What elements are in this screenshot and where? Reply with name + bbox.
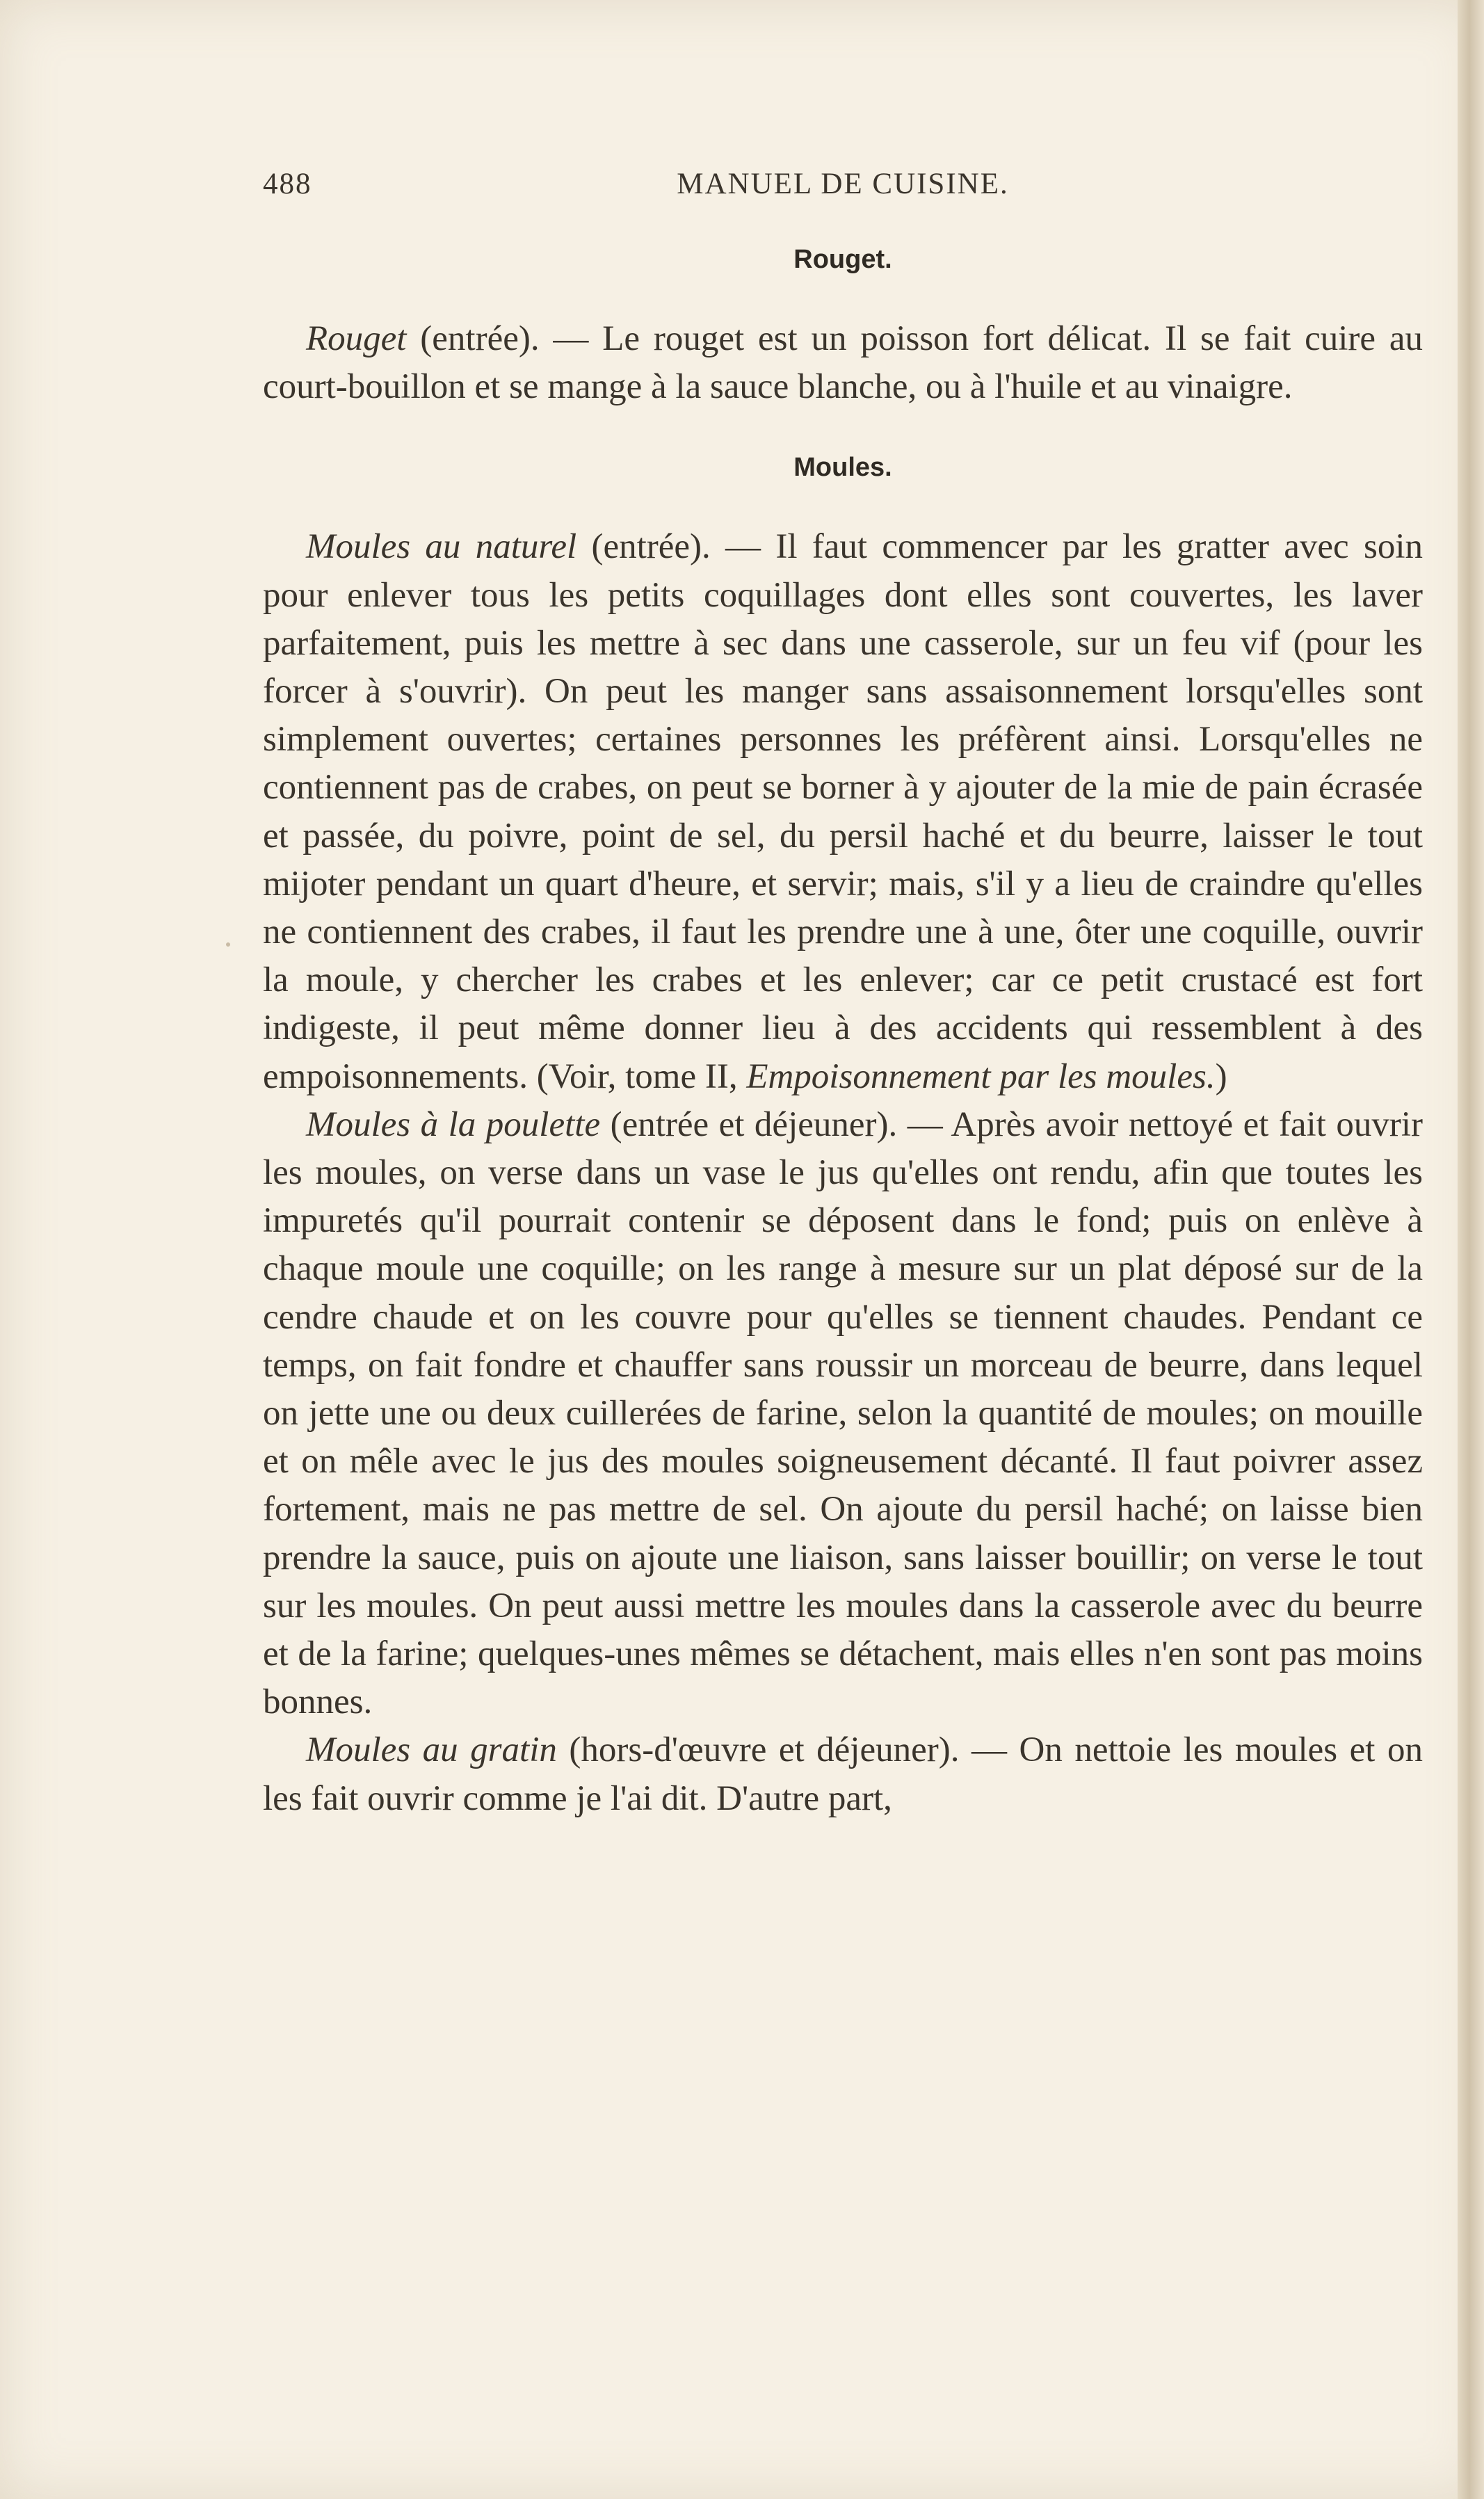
- entry-text-moules-a-la-poulette: (entrée et déjeuner). — Après avoir nettoyé et fait ouvrir les moules, on verse dans un vase le jus qu'elles ont rendu, afin que toutes les impuretés qu'il pourrait contenir se déposent dans le fond; puis on enlève à chaque moule une coquille; on les range à mesure sur un plat déposé sur de la cendre chaude et on les couvre pour qu'elles se tiennent chaudes. Pendant ce temps, on fait fondre et chauffer sans roussir un morceau de beurre, dans lequel on jette une ou deux cuillerées de farine, selon la quantité de moules; on mouille et on mêle avec le jus des moules soigneusement décanté. Il faut poivrer assez fortement, mais ne pas mettre de sel. On ajoute du persil haché; on laisse bien prendre la sauce, puis on ajoute une liaison, sans laisser bouillir; on verse le tout sur les moules. On peut aussi mettre les moules dans la casserole avec du beurre et de la farine; quelques-unes mêmes se détachent, mais elles n'en sont pas moins bonnes.: [263, 1104, 1423, 1722]
- margin-mark: [226, 942, 230, 947]
- paragraph-moules-au-gratin: [263, 1726, 1423, 1822]
- entry-text-rouget: (entrée). — Le rouget est un poisson fort délicat. Il se fait cuire au court-bouillon et se mange à la sauce blanche, ou à l'huile et au vinaigre.: [263, 319, 1423, 407]
- page-number: 488: [263, 168, 312, 200]
- running-header: [263, 153, 1423, 209]
- paragraph-moules-a-la-poulette: [263, 1101, 1423, 1727]
- closing-parenthesis: ): [1215, 1056, 1227, 1096]
- entry-title-rouget: Rouget: [306, 319, 407, 358]
- section-heading-rouget: Rouget.: [793, 245, 892, 274]
- entry-title-moules-au-naturel: Moules au naturel: [306, 527, 577, 567]
- entry-title-moules-au-gratin: Moules au gratin: [306, 1730, 557, 1770]
- paragraph-moules-au-naturel: [263, 523, 1423, 1100]
- running-title: MANUEL DE CUISINE.: [677, 168, 1009, 200]
- cross-reference: Empoisonnement par les moules.: [746, 1056, 1216, 1096]
- section-heading-moules: Moules.: [793, 453, 892, 483]
- entry-text-moules-au-gratin: (hors-d'œuvre et déjeuner). — On nettoie les moules et on les fait ouvrir comme je l'ai dit. D'autre part,: [263, 1730, 1423, 1818]
- page-spine-edge: [1458, 0, 1484, 2499]
- paragraph-rouget: [263, 315, 1423, 411]
- entry-title-moules-a-la-poulette: Moules à la poulette: [306, 1104, 601, 1144]
- page-content: [263, 153, 1423, 1823]
- entry-text-moules-au-naturel: (entrée). — Il faut commencer par les gratter avec soin pour enlever tous les petits coquillages dont elles sont couvertes, les laver parfaitement, puis les mettre à sec dans une casserole, sur un feu vif (pour les forcer à s'ouvrir). On peut les manger sans assaisonnement lorsqu'elles sont simplement ouvertes; certaines personnes les préfèrent ainsi. Lorsqu'elles ne contiennent pas de crabes, on peut se borner à y ajouter de la mie de pain écrasée et passée, du poivre, point de sel, du persil haché et du beurre, laisser le tout mijoter pendant un quart d'heure, et servir; mais, s'il y a lieu de craindre qu'elles ne contiennent des crabes, il faut les prendre une à une, ôter une coquille, ouvrir la moule, y chercher les crabes et les enlever; car ce petit crustacé est fort indigeste, il peut même donner lieu à des accidents qui ressemblent à des empoisonnements. (Voir, tome II,: [263, 527, 1423, 1096]
